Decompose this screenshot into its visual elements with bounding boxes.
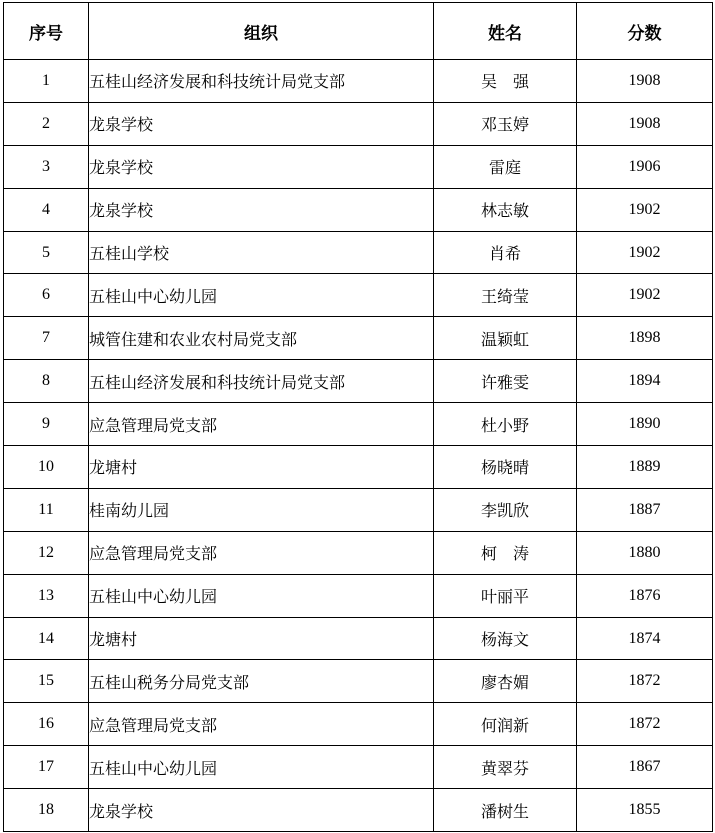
cell-org: 五桂山学校 xyxy=(89,231,434,274)
table-row xyxy=(4,789,713,832)
cell-org: 龙泉学校 xyxy=(89,102,434,145)
cell-name: 李凯欣 xyxy=(434,488,577,531)
cell-org: 城管住建和农业农村局党支部 xyxy=(89,317,434,360)
cell-score: 1902 xyxy=(577,188,713,231)
cell-org: 龙塘村 xyxy=(89,446,434,489)
cell-score: 1889 xyxy=(577,446,713,489)
table-row xyxy=(4,617,713,660)
cell-no: 14 xyxy=(4,617,89,660)
table-row xyxy=(4,531,713,574)
cell-org: 应急管理局党支部 xyxy=(89,531,434,574)
cell-no: 4 xyxy=(4,188,89,231)
cell-score: 1902 xyxy=(577,231,713,274)
cell-name: 潘树生 xyxy=(434,789,577,832)
cell-score: 1874 xyxy=(577,617,713,660)
cell-org: 龙泉学校 xyxy=(89,145,434,188)
header-score: 分数 xyxy=(577,3,713,60)
cell-score: 1898 xyxy=(577,317,713,360)
cell-name: 杨海文 xyxy=(434,617,577,660)
table-row xyxy=(4,574,713,617)
cell-score: 1908 xyxy=(577,60,713,103)
table-row xyxy=(4,703,713,746)
cell-no: 12 xyxy=(4,531,89,574)
cell-org: 五桂山经济发展和科技统计局党支部 xyxy=(89,60,434,103)
cell-name: 温颖虹 xyxy=(434,317,577,360)
cell-score: 1872 xyxy=(577,660,713,703)
table-row xyxy=(4,231,713,274)
cell-no: 15 xyxy=(4,660,89,703)
cell-no: 18 xyxy=(4,789,89,832)
table-header xyxy=(4,3,713,60)
cell-name: 黄翠芬 xyxy=(434,746,577,789)
score-table xyxy=(3,2,713,832)
cell-name: 许雅雯 xyxy=(434,360,577,403)
header-row xyxy=(4,3,713,60)
cell-name: 何润新 xyxy=(434,703,577,746)
cell-org: 五桂山经济发展和科技统计局党支部 xyxy=(89,360,434,403)
cell-score: 1887 xyxy=(577,488,713,531)
cell-name: 王绮莹 xyxy=(434,274,577,317)
cell-no: 16 xyxy=(4,703,89,746)
cell-no: 9 xyxy=(4,403,89,446)
cell-org: 龙泉学校 xyxy=(89,789,434,832)
cell-score: 1867 xyxy=(577,746,713,789)
cell-score: 1872 xyxy=(577,703,713,746)
cell-no: 17 xyxy=(4,746,89,789)
cell-score: 1855 xyxy=(577,789,713,832)
table-row xyxy=(4,188,713,231)
table-row xyxy=(4,488,713,531)
cell-name: 肖希 xyxy=(434,231,577,274)
cell-score: 1894 xyxy=(577,360,713,403)
cell-no: 8 xyxy=(4,360,89,403)
cell-no: 3 xyxy=(4,145,89,188)
header-name: 姓名 xyxy=(434,3,577,60)
cell-no: 7 xyxy=(4,317,89,360)
table-body xyxy=(4,60,713,832)
cell-name: 叶丽平 xyxy=(434,574,577,617)
cell-score: 1906 xyxy=(577,145,713,188)
table-row xyxy=(4,145,713,188)
cell-name: 廖杏媚 xyxy=(434,660,577,703)
cell-no: 6 xyxy=(4,274,89,317)
table-row xyxy=(4,317,713,360)
cell-name: 杨晓晴 xyxy=(434,446,577,489)
cell-org: 龙塘村 xyxy=(89,617,434,660)
header-org: 组织 xyxy=(89,3,434,60)
cell-org: 桂南幼儿园 xyxy=(89,488,434,531)
cell-org: 应急管理局党支部 xyxy=(89,403,434,446)
cell-name: 吴 强 xyxy=(434,60,577,103)
cell-score: 1876 xyxy=(577,574,713,617)
cell-name: 雷庭 xyxy=(434,145,577,188)
cell-name: 邓玉婷 xyxy=(434,102,577,145)
cell-score: 1890 xyxy=(577,403,713,446)
table-row xyxy=(4,360,713,403)
cell-score: 1908 xyxy=(577,102,713,145)
table-row xyxy=(4,274,713,317)
cell-name: 杜小野 xyxy=(434,403,577,446)
table-row xyxy=(4,60,713,103)
table-row xyxy=(4,746,713,789)
cell-org: 五桂山税务分局党支部 xyxy=(89,660,434,703)
table-row xyxy=(4,403,713,446)
cell-org: 应急管理局党支部 xyxy=(89,703,434,746)
cell-score: 1902 xyxy=(577,274,713,317)
cell-no: 11 xyxy=(4,488,89,531)
cell-name: 林志敏 xyxy=(434,188,577,231)
cell-org: 龙泉学校 xyxy=(89,188,434,231)
table-row xyxy=(4,446,713,489)
cell-no: 2 xyxy=(4,102,89,145)
cell-no: 1 xyxy=(4,60,89,103)
cell-org: 五桂山中心幼儿园 xyxy=(89,274,434,317)
table-row xyxy=(4,102,713,145)
cell-score: 1880 xyxy=(577,531,713,574)
cell-no: 5 xyxy=(4,231,89,274)
cell-name: 柯 涛 xyxy=(434,531,577,574)
cell-no: 10 xyxy=(4,446,89,489)
table-row xyxy=(4,660,713,703)
cell-no: 13 xyxy=(4,574,89,617)
cell-org: 五桂山中心幼儿园 xyxy=(89,746,434,789)
cell-org: 五桂山中心幼儿园 xyxy=(89,574,434,617)
header-no: 序号 xyxy=(4,3,89,60)
